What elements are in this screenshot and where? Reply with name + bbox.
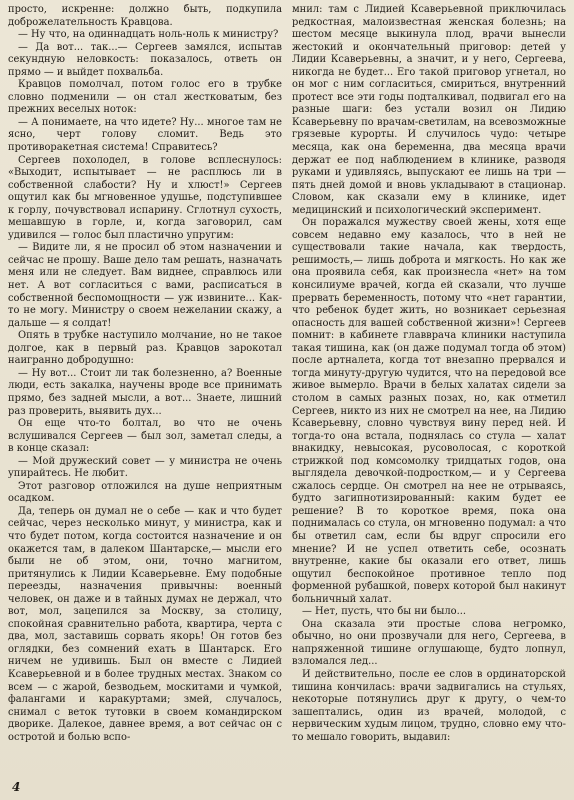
paragraph: — Да вот... так...— Сергеев замялся, испытав секундную неловкость: показалось, ответь он прямо — и выйдет похвальба.: [8, 41, 282, 78]
paragraph: Он поражался мужеству своей жены, хотя еще совсем недавно ему казалось, что в ней не существовали такие начала, как твердость, решимость,— лишь доброта и мягкость. Но как же она проявила себя, как произнесла «нет» на том консилиуме врачей, когда ей сказали, что лучше прервать беременность, потому что «нет гарантии, что ребенок будет жить, но возникает серьезная опасность для вашей собственной жизни»! Сергеев помнит: в кабинете главврача клиники наступила такая тишина, как (он даже подумал тогда об этом) после артналета, когда тот внезапно прервался и тогда минуту-другую чудится, что на передовой все живое вымерло. Врачи в белых халатах сидели за столом в самых разных позах, но, как отметил Сергеев, никто из них не смотрел на нее, на Лидию Ксаверьевну, словно чувствуя вину перед ней. И тогда-то она встала, поднялась со стула — халат внакидку, невысокая, русоволосая, с короткой стрижкой под комсомолку тридцатых годов, она выглядела девочкой-подростком,— и у Сергеева сжалось сердце. Он смотрел на нее не отрываясь, будто загипнотизированный: каким будет ее решение? В то короткое время, пока она поднималась со стула, он мгновенно подумал: а что бы ответил сам, если бы вдруг спросили его мнение? И не успел ответить себе, осознать внутренне, какие бы оказали его ответ, лишь ощутил беспокойное противное тепло под форменной рубашкой, поверх которой был накинут больничный халат.: [292, 217, 566, 605]
paragraph: Он еще что-то болтал, во что не очень вслушивался Сергеев — был зол, заметал следы, а в конце сказал:: [8, 418, 282, 455]
paragraph: Сергеев похолодел, в голове всплеснулось: «Выходит, испытывает — не расплюсь ли в собственной слабости? Ну и хлюст!» Сергеев ощутил как бы мгновенное удушье, подступившее к горлу, почувствовал испарину. Сглотнул сухость, мешавшую в горле, и, когда заговорил, сам удивился — голос был пластично упругим:: [8, 154, 282, 241]
paragraph: — А понимаете, на что идете? Ну... многое там не ясно, черт голову сломит. Ведь это противоракетная система! Справитесь?: [8, 116, 282, 154]
paragraph: Этот разговор отложился на душе неприятным осадком.: [8, 480, 282, 505]
paragraph: — Мой дружеский совет — у министра не очень упирайтесь. Не любит.: [8, 455, 282, 480]
paragraph: — Видите ли, я не просил об этом назначении и сейчас не прошу. Ваше дело там решать, назначать меня или не следует. Вам виднее, справлюсь или нет. А вот согласиться с вами, расписаться в собственной беспомощности — уж извините... Как-то не могу. Министру о своем нежелании скажу, а дальше — я солдат!: [8, 242, 282, 329]
paragraph: просто, искренне: должно быть, подкупила доброжелательность Кравцова.: [8, 4, 282, 28]
column-left: [8, 4, 282, 778]
paragraph: мнил: там с Лидией Ксаверьевной приключилась редкостная, малоизвестная женская болезнь; на шестом месяце выкинула плод, врачи вынесли жестокий и окончательный приговор: детей у Лидии Ксаверьевны, а значит, и у него, Сергеева, никогда не будет... Его такой приговор угнетал, но он мог с ним согласиться, смириться, внутренний протест все эти годы подталкивал, подвигал его на разные шаги: без устали возил он Лидию Ксаверьевну по врачам-светилам, на всевозможные грязевые курорты. И случилось чудо: четыре месяца, как она беременна, два месяца врачи держат ее под наблюдением в клинике, разводя руками и удивляясь, выпускают ее лишь на три — пять дней домой и вновь укладывают в стационар. Словом, как сказали ему в клинике, идет медицинский и психологический эксперимент.: [292, 4, 566, 216]
paragraph: Она сказала эти простые слова негромко, обычно, но они прозвучали для него, Сергеева, в напряженной тишине оглушающе, будто лопнул, взломался лед...: [292, 618, 566, 668]
column-right: [292, 4, 566, 778]
paragraph: — Ну что, на одиннадцать ноль-ноль к министру?: [18, 29, 279, 41]
paragraph: — Нет, пусть, что бы ни было...: [302, 606, 467, 618]
paragraph: — Ну вот... Стоит ли так болезненно, а? Военные люди, есть закалка, научены вроде все принимать прямо, без задней мысли, а вот... Знаете, лишний раз проверить, выявить дух...: [8, 367, 282, 417]
paragraph: И действительно, после ее слов в ординаторской тишина кончилась: врачи задвигались на стульях, некоторые потянулись друг к другу, о чем-то зашептались, один из врачей, молодой, с нервическим худым лицом, трудно, словно ему что-то мешало говорить, выдавил:: [292, 668, 566, 743]
paragraph: Да, теперь он думал не о себе — как и что будет сейчас, через несколько минут, у министра, как и что будет потом, когда состоится назначение и он окажется там, в далеком Шантарске,— мысли его были не об этом, они, точно магнитом, притянулись к Лидии Ксаверьевне. Ему подобные переезды, назначения привычны: военный человек, он даже и в тайных думах не держал, что вот, мол, зацепился за Москву, за столицу, спокойная сравнительно работа, квартира, черта с два, мол, заставишь сорвать якорь! Он готов без оглядки, без сомнений ехать в Шантарск. Его ничем не удивишь. Был он вместе с Лидией Ксаверьевной и в более трудных местах. Знаком со всем — с жарой, безводьем, москитами и чумкой, фалангами и каракуртами; змей, случалось, снимал с веток тутовки в своем командирском дворике. Далекое, давнее время, а вот сейчас он с остротой и болью вспо-: [8, 505, 282, 743]
paragraph: Опять в трубке наступило молчание, но не такое долгое, как в первый раз. Кравцов зарокотал наигранно добродушно:: [8, 330, 282, 367]
text-columns: [8, 4, 566, 778]
page-number: 4: [12, 780, 21, 794]
paragraph: Кравцов помолчал, потом голос его в трубке словно подменили — он стал жестковатым, без прежних веселых ноток:: [8, 79, 282, 116]
